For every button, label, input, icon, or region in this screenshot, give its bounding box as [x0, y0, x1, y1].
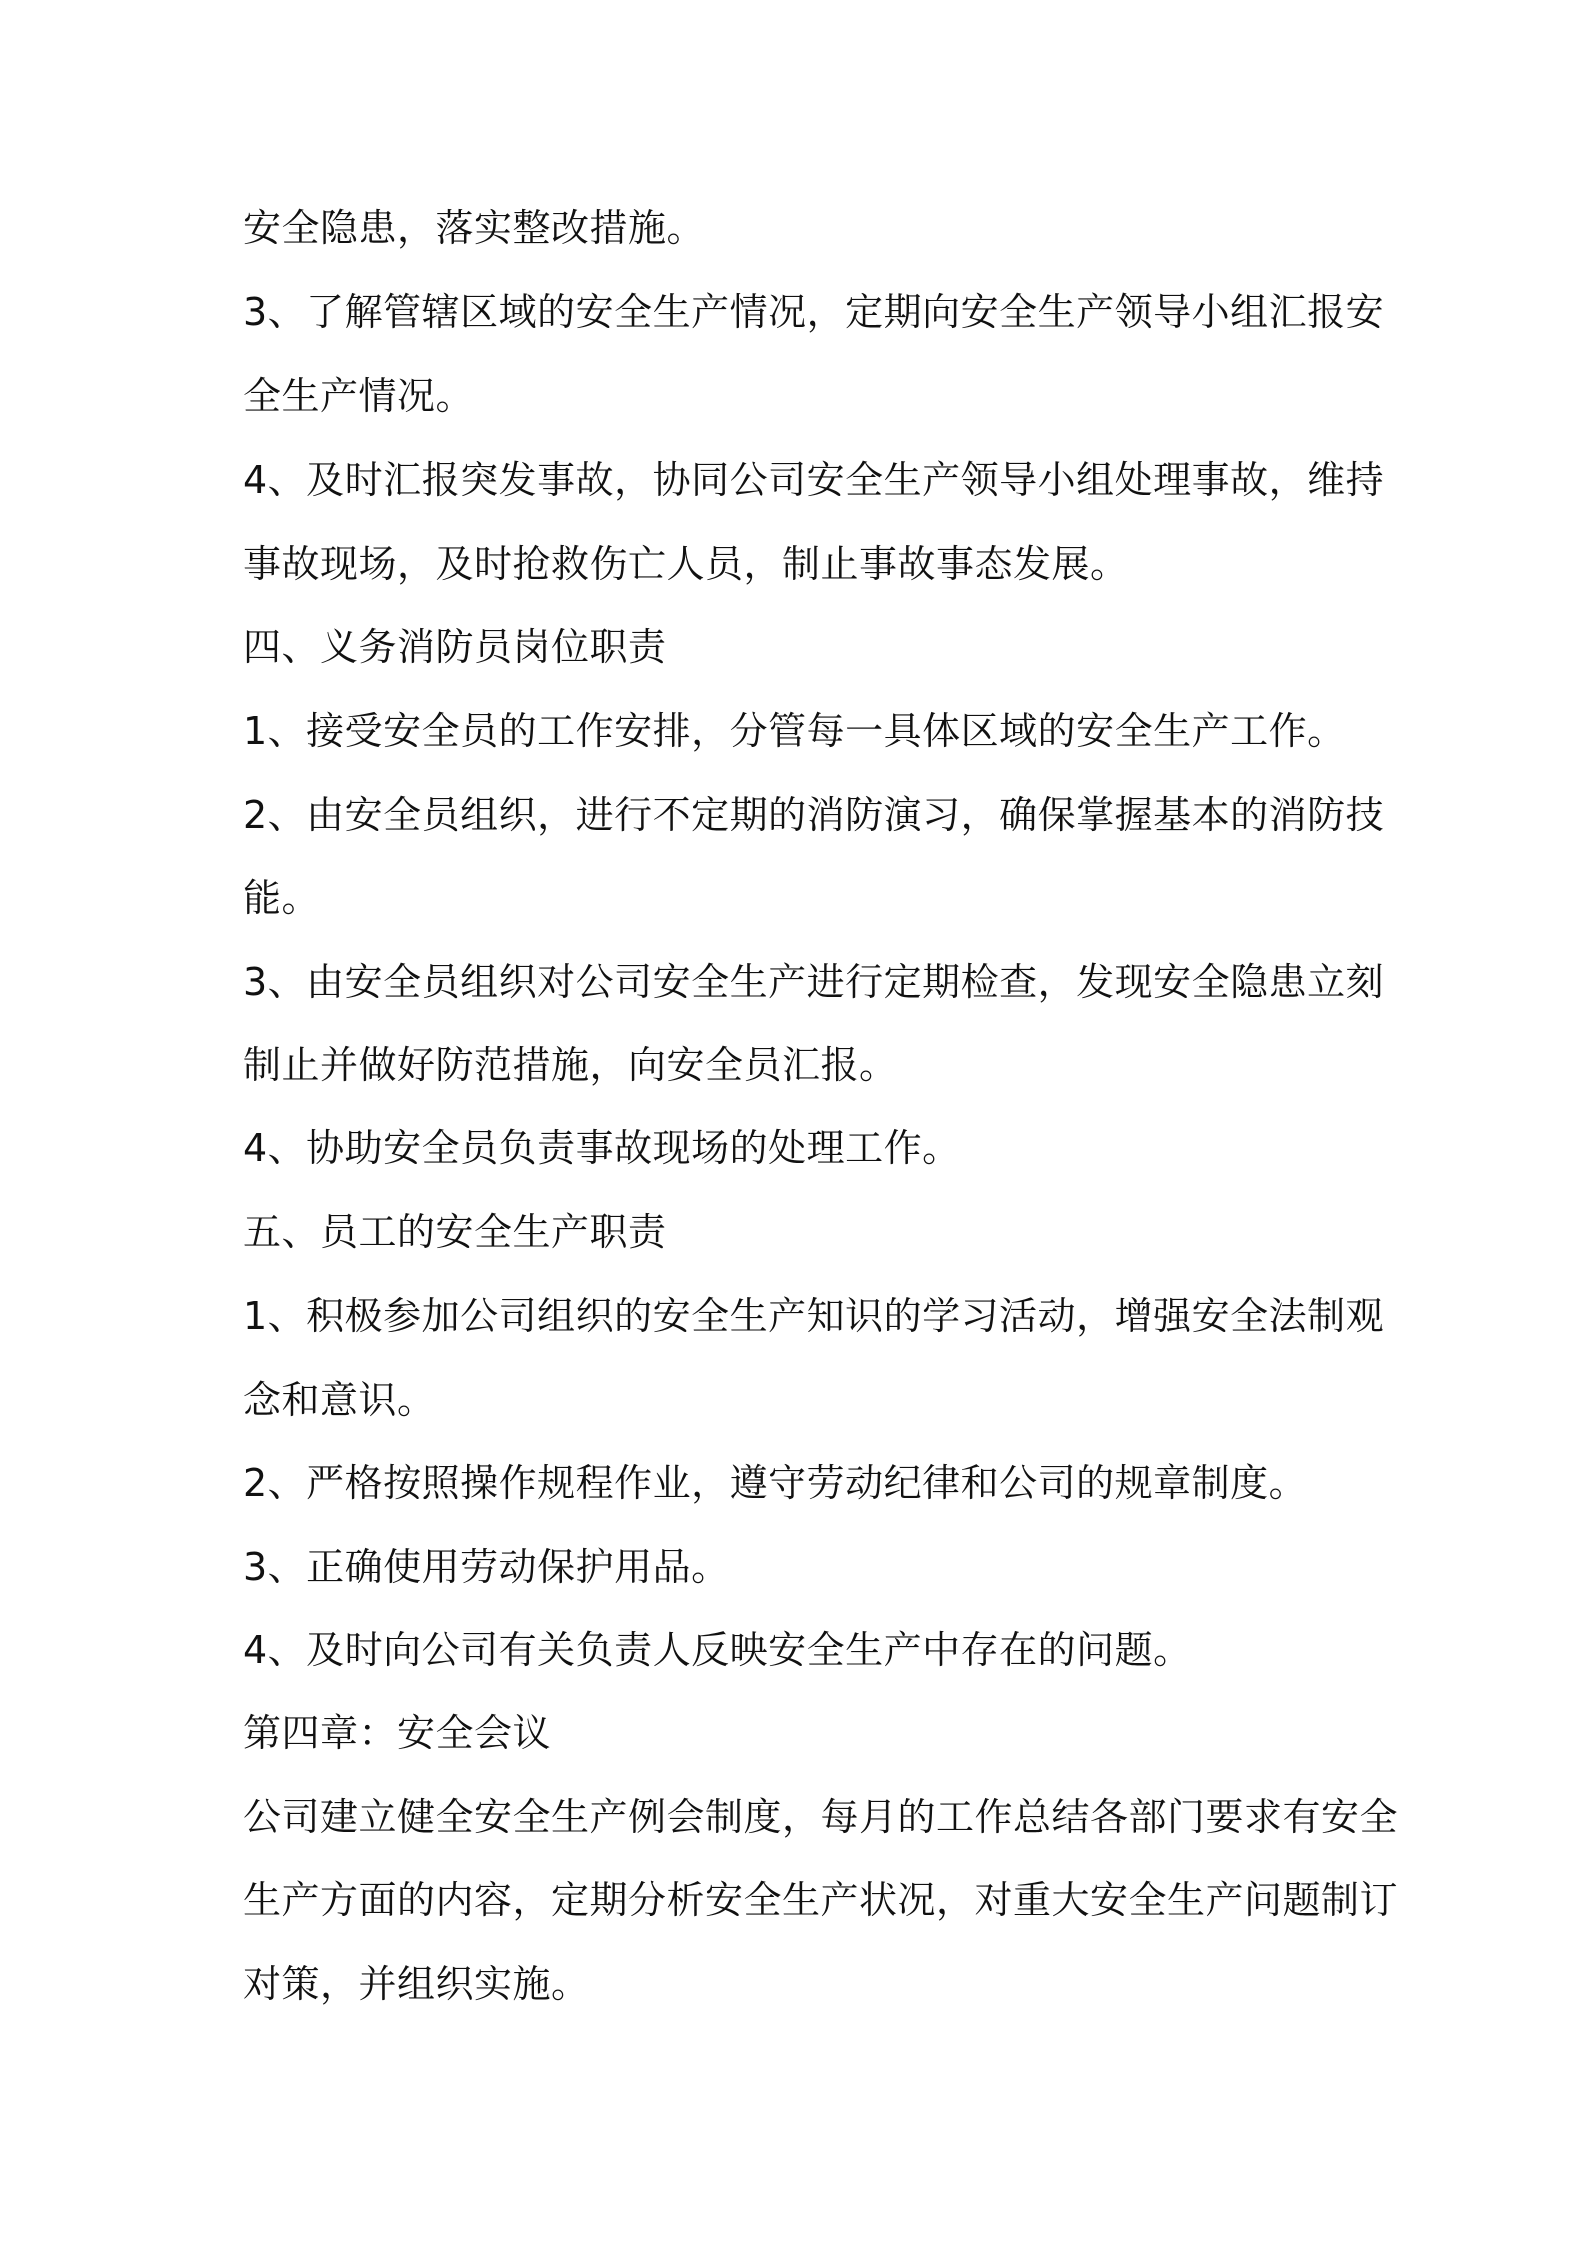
text-line-3: 全生产情况。 — [243, 374, 475, 418]
text-line-15: 念和意识。 — [243, 1378, 436, 1422]
text-line-22: 对策，并组织实施。 — [243, 1962, 590, 2006]
text-line-17: 3、正确使用劳动保护用品。 — [243, 1545, 730, 1589]
text-line-16: 2、严格按照操作规程作业，遵守劳动纪律和公司的规章制度。 — [243, 1461, 1308, 1505]
text-line-2: 3、了解管辖区域的安全生产情况，定期向安全生产领导小组汇报安 — [243, 290, 1385, 334]
text-line-20: 公司建立健全安全生产例会制度，每月的工作总结各部门要求有安全 — [243, 1795, 1399, 1839]
text-line-18: 4、及时向公司有关负责人反映安全生产中存在的问题。 — [243, 1628, 1192, 1672]
section-heading-4: 四、义务消防员岗位职责 — [243, 625, 667, 669]
text-line-5: 事故现场，及时抢救伤亡人员，制止事故事态发展。 — [243, 542, 1129, 586]
chapter-heading-4: 第四章：安全会议 — [243, 1711, 552, 1755]
text-line-10: 3、由安全员组织对公司安全生产进行定期检查，发现安全隐患立刻 — [243, 960, 1385, 1004]
section-heading-5: 五、员工的安全生产职责 — [243, 1210, 667, 1254]
text-line-14: 1、积极参加公司组织的安全生产知识的学习活动，增强安全法制观 — [243, 1294, 1385, 1338]
text-line-21: 生产方面的内容，定期分析安全生产状况，对重大安全生产问题制订 — [243, 1878, 1399, 1922]
text-line-8: 2、由安全员组织，进行不定期的消防演习，确保掌握基本的消防技 — [243, 793, 1385, 837]
text-line-4: 4、及时汇报突发事故，协同公司安全生产领导小组处理事故，维持 — [243, 458, 1385, 502]
text-line-9: 能。 — [243, 876, 321, 920]
text-line-11: 制止并做好防范措施，向安全员汇报。 — [243, 1043, 898, 1087]
text-line-1: 安全隐患，落实整改措施。 — [243, 206, 706, 250]
text-line-7: 1、接受安全员的工作安排，分管每一具体区域的安全生产工作。 — [243, 709, 1346, 753]
text-line-12: 4、协助安全员负责事故现场的处理工作。 — [243, 1126, 961, 1170]
